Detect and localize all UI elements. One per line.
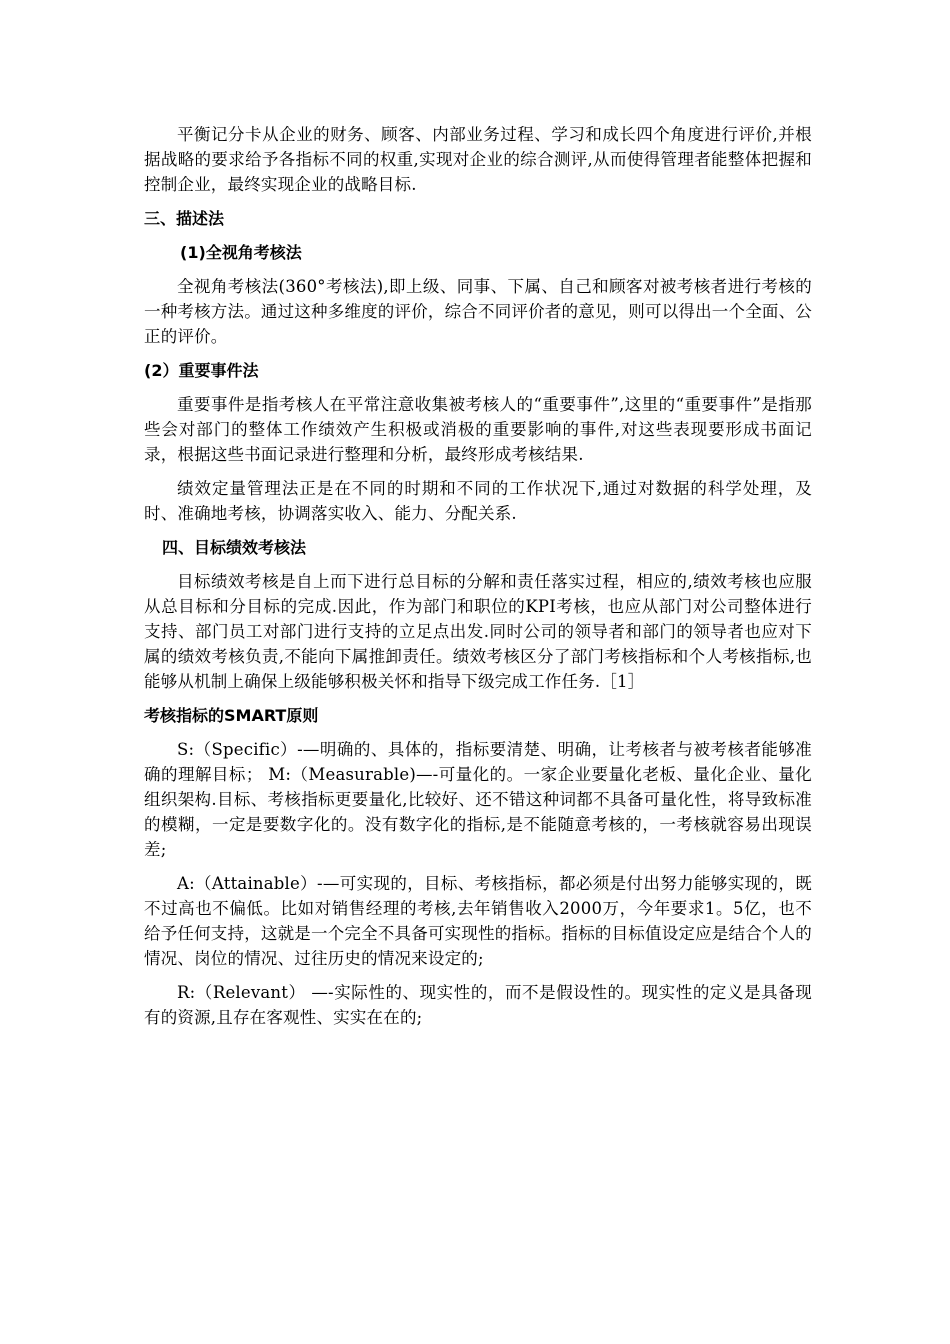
paragraph-360-method: 全视角考核法(360°考核法),即上级、同事、下属、自己和顾客对被考核者进行考核的一种考核方法。通过这种多维度的评价，综合不同评价者的意见，则可以得出一个全面、公正的评价。	[144, 277, 812, 346]
section-heading-target-performance: 四、目标绩效考核法	[162, 538, 307, 557]
subheading-360-method: (1)全视角考核法	[180, 243, 302, 262]
paragraph-balanced-scorecard: 平衡记分卡从企业的财务、顾客、内部业务过程、学习和成长四个角度进行评价,并根据战略的要求给予各指标不同的权重,实现对企业的综合测评,从而使得管理者能整体把握和控制企业，最终实现企业的战略目标.	[144, 125, 812, 194]
paragraph-quantitative-management: 绩效定量管理法正是在不同的时期和不同的工作状况下,通过对数据的科学处理，及时、准确地考核，协调落实收入、能力、分配关系.	[144, 479, 812, 523]
section-heading-description-method: 三、描述法	[144, 209, 225, 228]
paragraph-target-performance: 目标绩效考核是自上而下进行总目标的分解和责任落实过程，相应的,绩效考核也应服从总目标和分目标的完成.因此，作为部门和职位的KPI考核，也应从部门对公司整体进行支持、部门员工对部门进行支持的立足点出发.同时公司的领导者和部门的领导者也应对下属的绩效考核负责,不能向下属推卸责任。绩效考核区分了部门考核指标和个人考核指标,也能够从机制上确保上级能够积极关怀和指导下级完成工作任务.［1］	[144, 572, 812, 691]
document-page	[144, 122, 812, 1039]
heading-smart-principle: 考核指标的SMART原则	[144, 706, 319, 725]
paragraph-smart-r: R:（Relevant） —-实际性的、现实性的，而不是假设性的。现实性的定义是具备现有的资源,且存在客观性、实实在在的;	[144, 983, 812, 1027]
paragraph-smart-a: A:（Attainable）-—可实现的，目标、考核指标，都必须是付出努力能够实现的，既不过高也不偏低。比如对销售经理的考核,去年销售收入2000万，今年要求1。5亿，也不给予任何支持，这就是一个完全不具备可实现性的指标。指标的目标值设定应是结合个人的情况、岗位的情况、过往历史的情况来设定的;	[144, 874, 812, 968]
paragraph-smart-s-m: S:（Specific）-—明确的、具体的，指标要清楚、明确，让考核者与被考核者能够准确的理解目标； M:（Measurable)—-可量化的。一家企业要量化老板、量化企业、量化组织架构.目标、考核指标更要量化,比较好、还不错这种词都不具备可量化性，将导致标准的模糊，一定是要数字化的。没有数字化的指标,是不能随意考核的，一考核就容易出现误差;	[144, 740, 812, 859]
paragraph-critical-incident: 重要事件是指考核人在平常注意收集被考核人的“重要事件”,这里的“重要事件”是指那些会对部门的整体工作绩效产生积极或消极的重要影响的事件,对这些表现要形成书面记录，根据这些书面记录进行整理和分析，最终形成考核结果.	[144, 395, 812, 464]
subheading-critical-incident: (2）重要事件法	[144, 361, 259, 380]
